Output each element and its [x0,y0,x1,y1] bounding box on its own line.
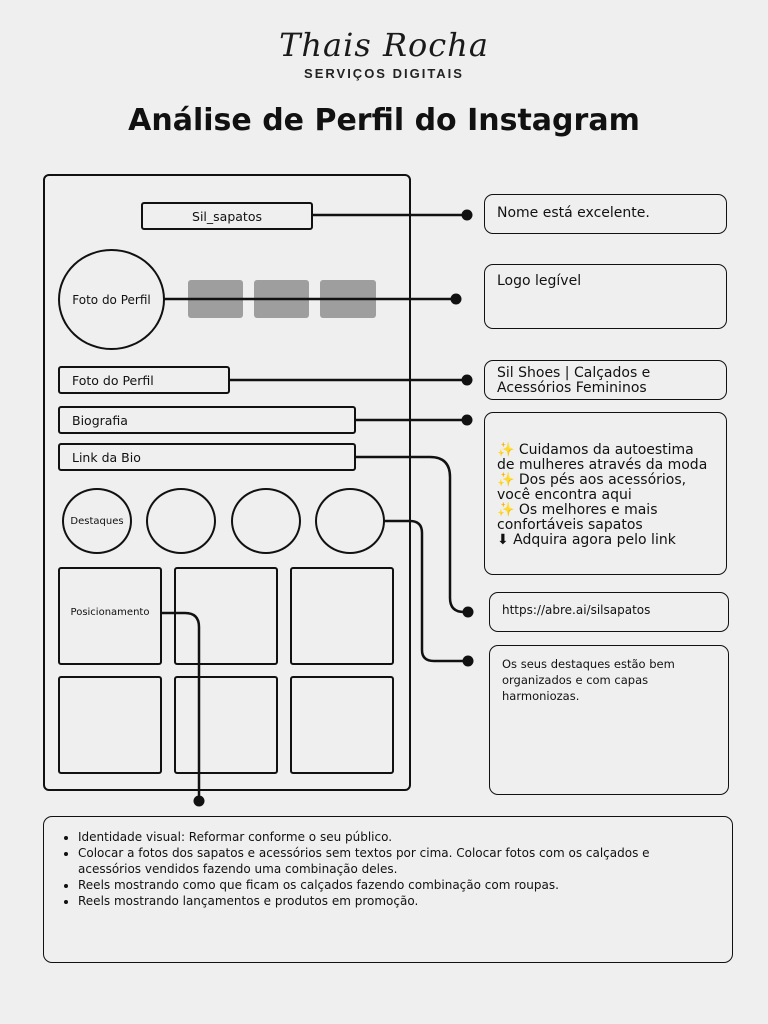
feed-post: Posicionamento [58,567,162,665]
recommendation-item: • Reels mostrando lançamentos e produtos em promoção. [78,893,716,909]
link-field: Link da Bio [58,443,356,471]
highlight-circle: Destaques [62,488,132,554]
feedback-bio [484,412,727,575]
profile-photo-circle: Foto do Perfil [58,249,165,350]
username-field: Sil_sapatos [141,202,313,230]
feedback-link: https://abre.ai/silsapatos [489,592,729,632]
feedback-highlights: Os seus destaques estão bem organizados e com capas harmoniozas. [489,645,729,795]
feedback-display-name: Sil Shoes | Calçados e Acessórios Femininos [484,360,727,400]
brand-name: Thais Rocha [279,26,489,64]
recommendation-item: • Colocar a fotos dos sapatos e acessórios sem textos por cima. Colocar fotos com os calçados e acessórios vendidos fazendo uma combinação deles. [78,845,716,877]
bio-field: Biografia [58,406,356,434]
recommendations-box [43,816,733,963]
brand-subtitle: SERVIÇOS DIGITAIS [304,66,464,81]
feedback-name: Nome está excelente. [484,194,727,234]
recommendation-item: • Identidade visual: Reformar conforme o seu público. [78,829,716,845]
page-title: Análise de Perfil do Instagram [128,103,640,138]
bio-line: ⬇ Adquira agora pelo link [497,532,676,548]
bio-line: ✨ Dos pés aos acessórios, você encontra aqui [497,472,687,503]
bio-line: ✨ Os melhores e mais confortáveis sapatos [497,502,658,533]
display-name-field: Foto do Perfil [58,366,230,394]
bio-line: ✨ Cuidamos da autoestima de mulheres através da moda [497,442,708,473]
feedback-logo: Logo legível [484,264,727,329]
recommendation-item: • Reels mostrando como que ficam os calçados fazendo combinação com roupas. [78,877,716,893]
